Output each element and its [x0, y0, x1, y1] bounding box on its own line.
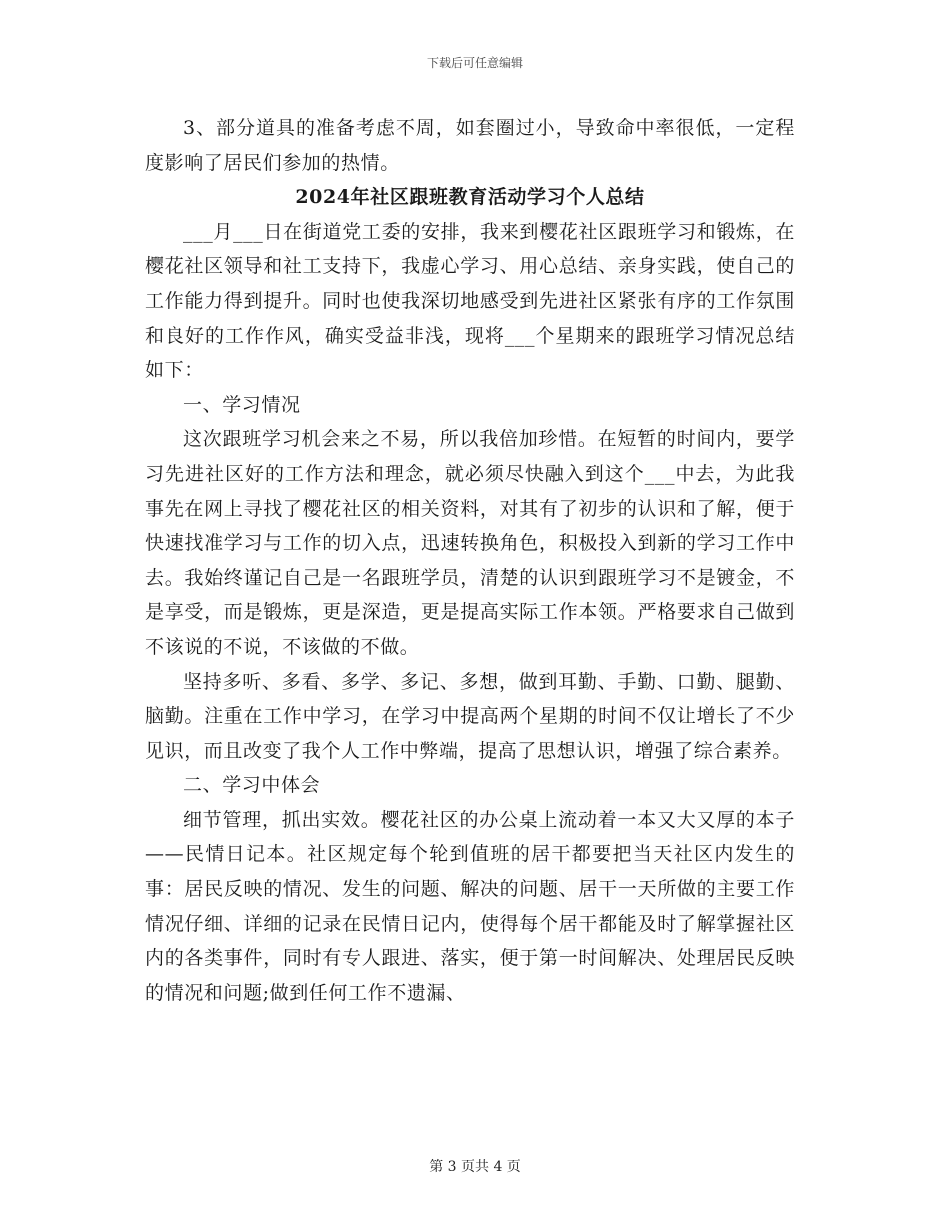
- section-heading-2: 二、学习中体会: [183, 774, 321, 797]
- paragraph-detail-management: 细节管理，抓出实效。樱花社区的办公桌上流动着一本又大又厚的本子——民情日记本。社区规定每个轮到值班的居干都要把当天社区内发生的事：居民反映的情况、发生的问题、解决的问题、居干一天所做的主要工作情况仔细、详细的记录在民情日记内，使得每个居干都能及时了解掌握社区内的各类事件，同时有专人跟进、落实，便于第一时间解决、处理居民反映的情况和问题;做到任何工作不遗漏、: [145, 808, 795, 1004]
- document-title: 2024年社区跟班教育活动学习个人总结: [295, 186, 645, 209]
- page-header: 下载后可任意编辑: [426, 56, 523, 70]
- document-body: [145, 111, 795, 1010]
- page-footer: 第 3 页共 4 页: [429, 1159, 521, 1175]
- paragraph-top: 3、部分道具的准备考虑不周，如套圈过小，导致命中率很低，一定程度影响了居民们参加的热情。: [145, 117, 795, 174]
- section-heading-1: 一、学习情况: [183, 393, 301, 416]
- paragraph-intro: ___月___日在街道党工委的安排，我来到樱花社区跟班学习和锻炼，在樱花社区领导和社工支持下，我虚心学习、用心总结、亲身实践，使自己的工作能力得到提升。同时也使我深切地感受到先进社区紧张有序的工作氛围和良好的工作作风，确实受益非浅，现将___个星期来的跟班学习情况总结如下：: [145, 220, 795, 382]
- paragraph-study-situation: 这次跟班学习机会来之不易，所以我倍加珍惜。在短暂的时间内，要学习先进社区好的工作方法和理念，就必须尽快融入到这个___中去，为此我事先在网上寻找了樱花社区的相关资料，对其有了初步的认识和了解，便于快速找准学习与工作的切入点，迅速转换角色，积极投入到新的学习工作中去。我始终谨记自己是一名跟班学员，清楚的认识到跟班学习不是镀金，不是享受，而是锻炼，更是深造，更是提高实际工作本领。严格要求自己做到不该说的不说，不该做的不做。: [145, 428, 795, 658]
- paragraph-persistence: 坚持多听、多看、多学、多记、多想，做到耳勤、手勤、口勤、腿勤、脑勤。注重在工作中学习，在学习中提高两个星期的时间不仅让增长了不少见识，而且改变了我个人工作中弊端，提高了思想认识，增强了综合素养。: [145, 670, 795, 762]
